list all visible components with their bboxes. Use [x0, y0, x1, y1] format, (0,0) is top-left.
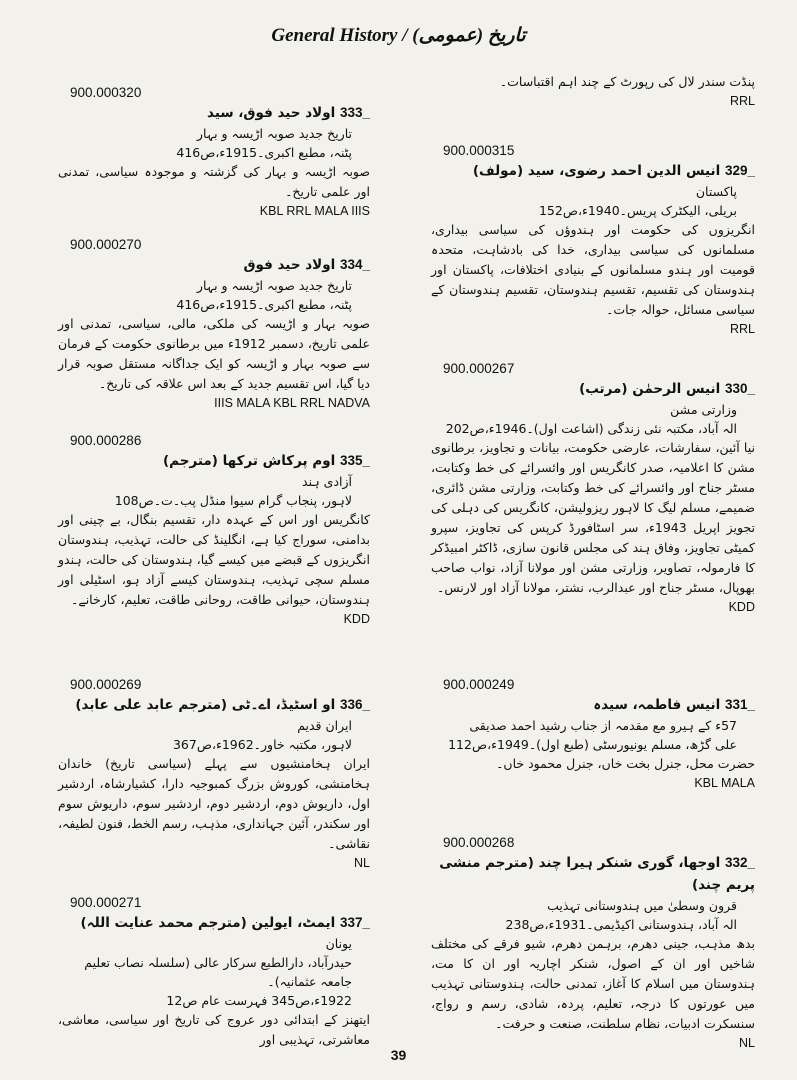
- contents-note: ایران ہخامنشیوں سے پہلے (سیاسی تاریخ) خاندان ہخامنشی، کوروش بزرگ کمبوجیہ دارا، کشیارشاہ، اردشیر اول، داریوش دوم، اردشیر دوم، اردشیر سوم، داریوش سوم اور سکندر، آئین جہانداری، مذہب، رسم الخط، فنون لطیفہ، نقاشی۔: [58, 756, 370, 851]
- entry-number: 337_: [339, 915, 370, 930]
- imprint-continued: 1922ء،ص345 فہرست عام ص12: [166, 993, 352, 1008]
- entry-number: 335_: [339, 453, 370, 468]
- entry-337: [52, 894, 370, 1050]
- book-title: قرون وسطیٰ میں ہندوستانی تہذیب: [547, 898, 737, 913]
- entry-heading: [425, 694, 755, 716]
- contents-note: ایتھنز کے ابتدائی دور عروج کی تاریخ اور سیاسی، معاشی، معاشرتی، تہذیبی اور: [58, 1012, 370, 1047]
- entry-heading: [52, 254, 370, 276]
- accession-number: 900.000286: [70, 433, 142, 448]
- entry-336: [52, 676, 370, 872]
- contents-note: نیا آئین، سفارشات، عارضی حکومت، بیانات و تجاویز، برطانوی مشن کا اعلامیہ، صدر کانگریس اور وائسرائے کی خط وکتابت، مسٹر جناح اور وائسرائے کی خط وکتابت، وزارتی مشن ڈائری، ضمیمے، مسلم لیگ کا لاہور ریزولیشن، کانگریس کی دہلی کی تجویز اپریل 1943ء، سر اسٹافورڈ کرپس کی تجاویز، سپرو کمیٹی تجاویز، وفاق ہند کی مجلس قانون سازی، ڈاکٹر امبیڈکر کا فارمولہ، تصاویر، وزارتی مشن اور مولانا آزاد، نواب صاحب بھوپال، مسٹر جناح اور عبدالرب، نشتر، مولانا آزاد اور لارنس۔: [431, 440, 755, 595]
- entry-number: 332_: [724, 855, 755, 870]
- book-title: وزارتی مشن: [670, 402, 737, 417]
- entry-number: 329_: [724, 163, 755, 178]
- entry-author: ایمٹ، ایولین (مترجم محمد عنایت اللہ): [80, 915, 336, 931]
- accession-number: 900.000320: [70, 85, 142, 100]
- entry-author: اولاد حید فوق: [243, 257, 336, 273]
- accession-number: 900.000269: [70, 677, 142, 692]
- entry-heading: [425, 852, 755, 896]
- entry-author: اوجھا، گوری شنکر ہیرا چند (مترجم منشی پریم چند): [439, 855, 755, 893]
- book-title: پاکستان: [695, 184, 737, 199]
- page-header: General History / (تاریخ (عمومی: [271, 25, 526, 46]
- imprint: حیدرآباد، دارالطبع سرکار عالی (سلسلہ نصاب تعلیم جامعہ عثمانیہ)۔: [84, 955, 352, 989]
- holding-libraries: RRL: [729, 322, 755, 336]
- entry-number: 333_: [339, 105, 370, 120]
- entry-number: 336_: [339, 697, 370, 712]
- contents-note: حضرت محل، جنرل بخت خاں، جنرل محمود خاں۔: [496, 756, 755, 771]
- imprint: علی گڑھ، مسلم یونیورسٹی (طبع اول)۔1949ء،ص112: [448, 737, 737, 752]
- entry-329: [425, 142, 755, 338]
- entry-331: [425, 676, 755, 792]
- entry-334: [52, 236, 370, 412]
- contents-note: انگریزوں کی حکومت اور ہندوؤں کی سیاسی بیداری، مسلمانوں کی سیاسی بیداری، خدا کی بادشاہت، متحدہ قومیت اور ہندو مسلمانوں کے بنیادی اختلافات، پاکستان اور ہندوستان کی تقسیم، تقسیم ہندوستان، تقسیم ہندوستان کے سیاسی مسائل، حوالہ جات۔: [431, 222, 755, 317]
- entry-heading: [425, 378, 755, 400]
- page-number: 39: [390, 1047, 407, 1063]
- entry-heading: [52, 694, 370, 716]
- entry-heading: [52, 912, 370, 934]
- book-title: یونان: [325, 936, 352, 951]
- imprint: پٹنہ، مطبع اکبری۔1915ء،ص416: [176, 297, 352, 312]
- entry-author: انیس الرحمٰن (مرتب): [579, 381, 721, 397]
- holding-libraries: KDD: [343, 612, 370, 626]
- holding-libraries: IIIS MALA KBL RRL NADVA: [214, 396, 370, 410]
- entry-330: [425, 360, 755, 616]
- imprint: پٹنہ، مطبع اکبری۔1915ء،ص416: [176, 145, 352, 160]
- imprint: الہ آباد، ہندوستانی اکیڈیمی۔1931ء،ص238: [505, 917, 737, 932]
- entry-333: [52, 84, 370, 220]
- entry-heading: [425, 160, 755, 182]
- entry-author: او اسٹیڈ، اے۔ٹی (مترجم عابد علی عابد): [75, 697, 336, 713]
- book-title: آزادی ہند: [302, 474, 352, 489]
- imprint: بریلی، الیکٹرک پریس۔1940ء،ص152: [538, 203, 737, 218]
- imprint: الہ آباد، مکتبہ نئی زندگی (اشاعت اول)۔1946ء،ص202: [445, 421, 737, 436]
- holding-libraries: RRL: [729, 94, 755, 108]
- contents-note: صوبہ بہار و اڑیسہ کی ملکی، مالی، سیاسی، تمدنی اور علمی تاریخ، دسمبر 1912ء میں برطانوی حکومت کے فرمان سے صوبہ بہار و اڑیسہ کو ایک جداگانہ مستقل صوبہ قرار دیا گیا، اس تقسیم جدید کے بعد اس علاقہ کی تاریخ۔: [58, 316, 370, 391]
- entry-author: اوم پرکاش ترکھا (مترجم): [162, 453, 336, 469]
- accession-number: 900.000270: [70, 237, 142, 252]
- holding-libraries: KBL RRL MALA IIIS: [259, 204, 370, 218]
- accession-number: 900.000249: [443, 677, 515, 692]
- entry-author: انیس الدین احمد رضوی، سید (مولف): [472, 163, 721, 179]
- contents-note: کانگریس اور اس کے عہدہ دار، تقسیم بنگال، بے چینی اور بدامنی، سوراج کیا ہے، انگلینڈ کی حالت، تہذیب، ہندوستان انگریزوں کے قبضے میں کیسے گیا، ہندوستان کی حالت، ہندو مسلم سچی تہذیب، ہندوستان کیسے آزاد ہو، اسٹیلی اور ہندوستان، حیوانی طاقت، روحانی طاقت، تعلیم، کارخانے۔: [58, 512, 370, 607]
- holding-libraries: KBL MALA: [694, 776, 755, 790]
- entry-number: 330_: [724, 381, 755, 396]
- entry-number: 334_: [339, 257, 370, 272]
- entry-number: 331_: [724, 697, 755, 712]
- book-title: 57ء کے ہیرو مع مقدمہ از جناب رشید احمد صدیقی: [469, 718, 737, 733]
- entry-335: [52, 432, 370, 628]
- entry-author: اولاد حید فوق، سید: [207, 105, 336, 121]
- book-title: تاریخ جدید صوبہ اڑیسہ و بہار: [196, 126, 352, 141]
- contents-note: صوبہ اڑیسہ و بہار کی گزشتہ و موجودہ سیاسی، تمدنی اور علمی تاریخ۔: [58, 164, 370, 199]
- contents-note: بدھ مذہب، جینی دھرم، برہمن دھرم، شیو فرقے کی مختلف شاخیں اور ان کے اصول، شنکر اچاریہ اور ان کا مت، ہندوستان میں اسلام کا آغاز، تمدنی حالت، ہندوستانی تہذیب میں عورتوں کا درجہ، تعلیم، پردہ، شادی، رسم و رواج، سنسکرت ادبیات، نظام سلطنت، صنعت و حرفت۔: [431, 936, 755, 1031]
- accession-number: 900.000315: [443, 143, 515, 158]
- book-title: ایران قدیم: [297, 718, 352, 733]
- holding-libraries: NL: [739, 1036, 755, 1050]
- accession-number: 900.000268: [443, 835, 515, 850]
- entry-332: [425, 834, 755, 1052]
- entry-heading: [52, 102, 370, 124]
- entry-continued: [425, 72, 755, 110]
- entry-author: انیس فاطمہ، سیدہ: [593, 697, 721, 713]
- imprint: لاہور، پنجاب گرام سیوا منڈل پب۔ت۔ص108: [114, 493, 352, 508]
- entry-heading: [52, 450, 370, 472]
- accession-number: 900.000267: [443, 361, 515, 376]
- continued-contents-note: پنڈت سندر لال کی رپورٹ کے چند اہم اقتباسات۔: [499, 74, 755, 89]
- holding-libraries: NL: [354, 856, 370, 870]
- holding-libraries: KDD: [728, 600, 755, 614]
- book-title: تاریخ جدید صوبہ اڑیسہ و بہار: [196, 278, 352, 293]
- imprint: لاہور، مکتبہ خاور۔1962ء،ص367: [172, 737, 352, 752]
- accession-number: 900.000271: [70, 895, 142, 910]
